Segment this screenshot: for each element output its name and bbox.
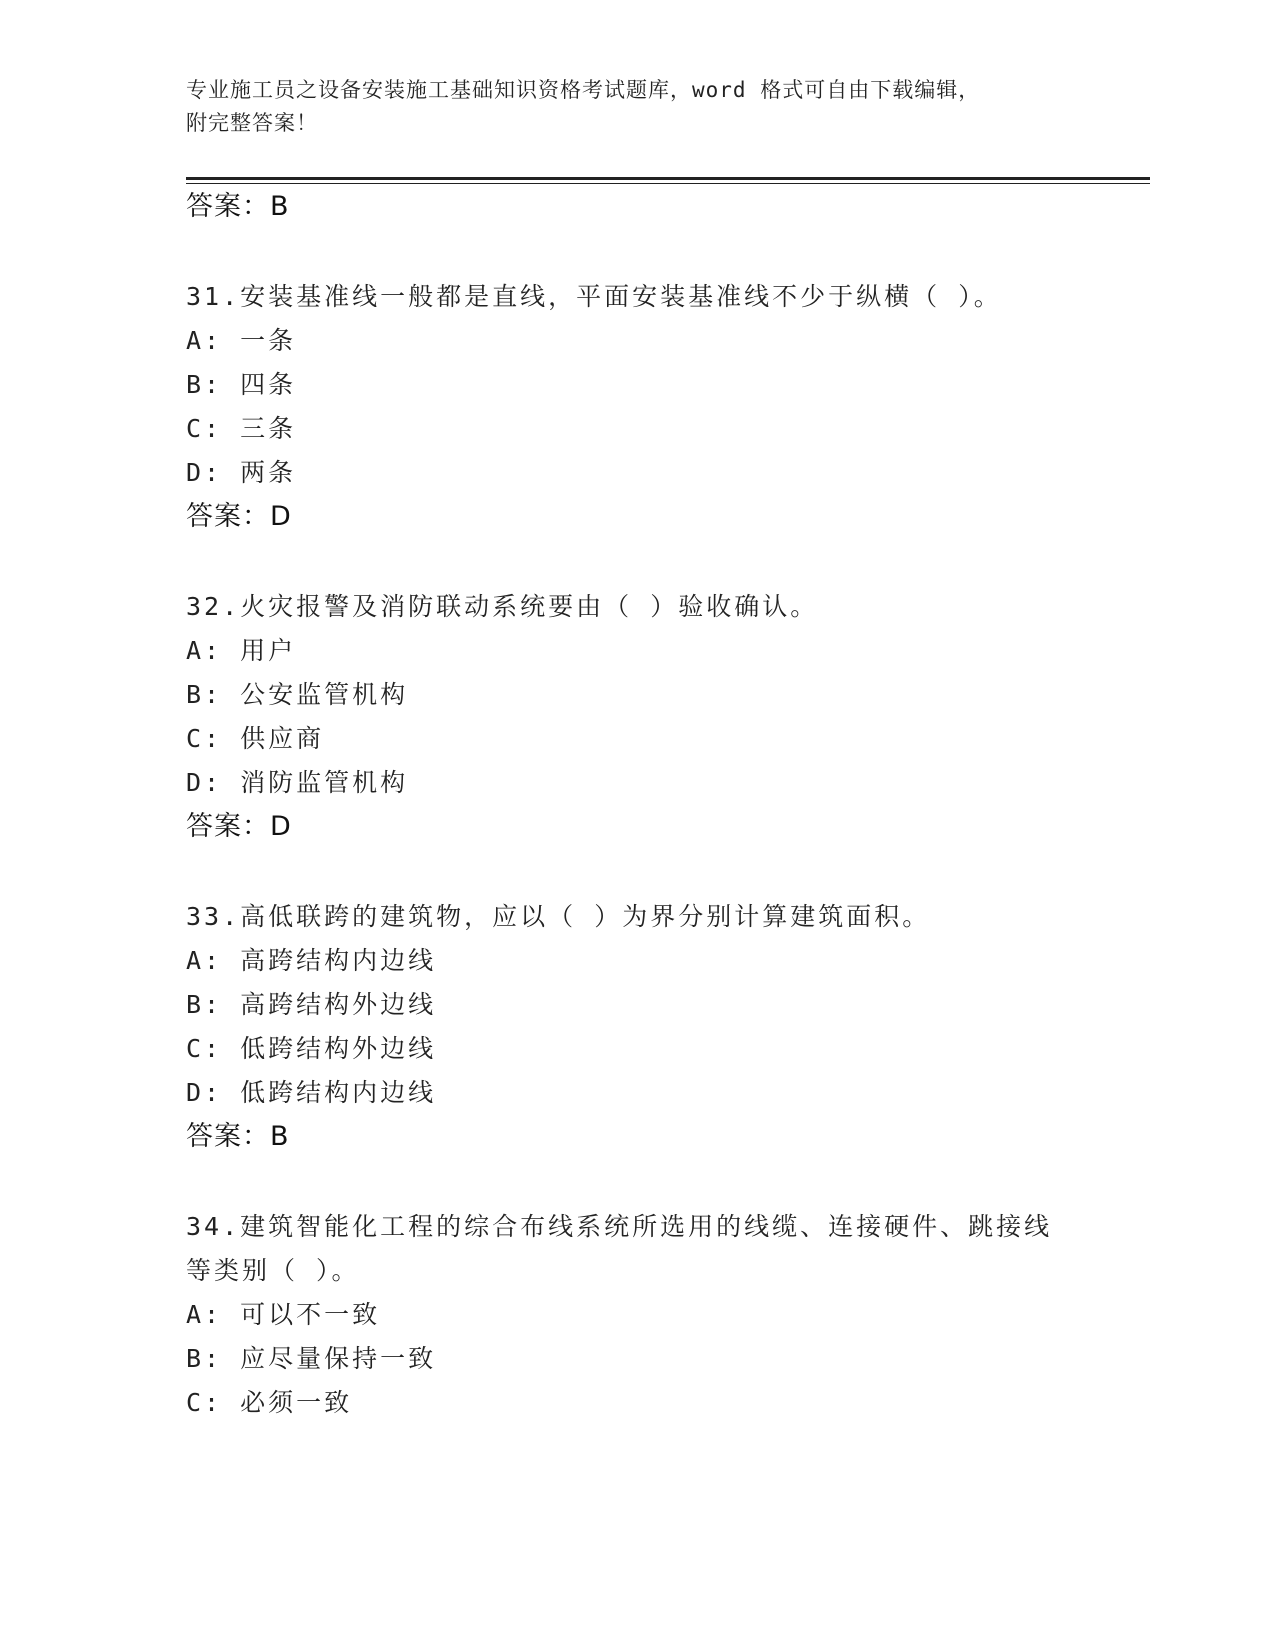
header-line-1: 专业施工员之设备安装施工基础知识资格考试题库，word 格式可自由下载编辑， (186, 78, 981, 102)
header-divider-thick (186, 177, 1150, 180)
question-31-option-b: B: 四条 (186, 370, 297, 399)
header-line-2: 附完整答案！ (186, 111, 318, 135)
question-32-option-a: A: 用户 (186, 636, 297, 665)
question-32-option-d: D: 消防监管机构 (186, 768, 409, 797)
header-divider-thin (186, 183, 1150, 184)
question-33-answer: 答案：B (186, 1121, 290, 1152)
question-31-answer: 答案：D (186, 501, 292, 532)
question-31-option-d: D: 两条 (186, 458, 297, 487)
question-34-option-a: A: 可以不一致 (186, 1300, 381, 1329)
question-32-option-b: B: 公安监管机构 (186, 680, 409, 709)
question-33-text: 33.高低联跨的建筑物，应以（ ）为界分别计算建筑面积。 (186, 902, 931, 931)
question-34-text-line-2: 等类别（ ）。 (186, 1256, 360, 1285)
question-31-option-a: A: 一条 (186, 326, 297, 355)
question-31-text: 31.安装基准线一般都是直线，平面安装基准线不少于纵横（ ）。 (186, 282, 1002, 311)
question-34-option-c: C: 必须一致 (186, 1388, 353, 1417)
question-33-option-a: A: 高跨结构内边线 (186, 946, 437, 975)
question-33-option-c: C: 低跨结构外边线 (186, 1034, 437, 1063)
question-32-text: 32.火灾报警及消防联动系统要由（ ）验收确认。 (186, 592, 819, 621)
question-34-option-b: B: 应尽量保持一致 (186, 1344, 437, 1373)
question-33-option-b: B: 高跨结构外边线 (186, 990, 437, 1019)
question-34-text-line-1: 34.建筑智能化工程的综合布线系统所选用的线缆、连接硬件、跳接线 (186, 1212, 1053, 1241)
document-header (186, 74, 1086, 140)
question-32-option-c: C: 供应商 (186, 724, 325, 753)
previous-answer: 答案：B (186, 191, 290, 222)
question-31-option-c: C: 三条 (186, 414, 297, 443)
question-33-option-d: D: 低跨结构内边线 (186, 1078, 437, 1107)
question-32-answer: 答案：D (186, 811, 292, 842)
